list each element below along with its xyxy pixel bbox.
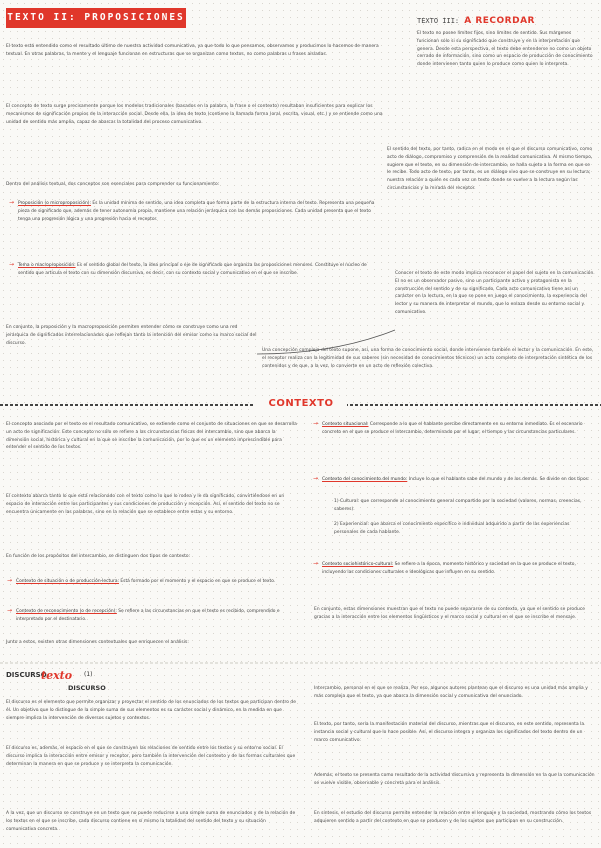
arrow-icon: → (313, 475, 319, 482)
situacional-text: Corresponde a lo que el hablante percibe directamente en su entorno inmediato. Es el escenario concreto en el que se produce el intercambio, determinado por el lugar, el tiempo y las circunstancias particulares. (322, 422, 583, 435)
contexto-paragraph-3: En función de los propósitos del intercambio, se distinguen dos tipos de contexto: (6, 554, 191, 559)
discurso-heading (6, 671, 126, 697)
discurso-paragraph-1: El discurso es el elemento que permite organizar y proyectar el sentido de los enunciados de los textos que participan dentro de él. Un objetivo que lo distingue de la simple suma de sus elementos es su carácter social y dinámico, en la medida en que siempre implica la intervención de diversos sujetos y contextos. (6, 700, 296, 721)
texto3-paragraph-4: Una concepción compleja del texto supone, así, una forma de conocimiento social, donde intervienen también el lector y la comunicación. En este, el receptor realiza con la legitimidad de sus saberes (sin necesidad de conocimientos técnicos) un acto completo de interpretación sintética de los contenidos y de que, a la vez, lo convierte en un acto de reflexión colectiva. (262, 348, 594, 369)
discurso-paragraph-2: El discurso es, además, el espacio en el que se construyen las relaciones de sentido entre los textos y su entorno social. El discurso implica la interacción entre emisor y receptor, pero también la intervención del contexto y de las formas culturales que determinan la manera en que se produce y se interpreta la comunicación. (6, 746, 296, 767)
contexto-sub-cultural: 1) Cultural: que corresponde al conocimiento general compartido por la sociedad (valores, normas, creencias, saberes). (334, 499, 582, 512)
texto2-paragraph-1: El texto está entendido como el resultado último de nuestra actividad comunicativa, ya que todo lo que pensamos, observamos y producimos lo hacemos de manera textual. En otras palabras, la mente y el lenguaje funcionan en estructuras que se organizan como textos, no como palabras u frases aisladas. (6, 44, 379, 57)
texto3-paragraph-3: Conocer el texto de este modo implica reconocer el papel del sujeto en la comunicación. El no es un observador pasivo, sino un participante activo y protagonista en la construcción del sentido y de su significado. Cada acto comunicativo tiene así un carácter en la lectura, en la que se pone en juego el conocimiento, la experiencia del lector y su manera de interpretar el mundo, que lo enlaza desde su entorno social y comunicativo. (395, 271, 595, 315)
arrow-icon: → (9, 199, 15, 206)
contexto-item-reconocimiento (7, 607, 298, 625)
discurso-divider (0, 660, 601, 666)
proposicion-text: Es la unidad mínima de sentido, una idea completa que forma parte de la estructura interna del texto. Representa una pequeña pieza de significado que, además de tener autonomía propia, mantiene una relación jerárquica con las demás proposiciones. Cada unidad presenta que el texto tenga una progresión lógica y una progresión hacia el receptor. (18, 201, 375, 222)
contexto-paragraph-2: El contexto abarca tanto lo que está relacionado con el texto como lo que lo rodea y le da significado, convirtiéndose en un espacio de interacción entre los participantes y sus condiciones de producción y recepción. Así, el sentido del texto no se encuentra únicamente en las palabras, sino en la relación que se establece entre estas y su entorno. (6, 494, 285, 515)
discurso-word-texto: texto (41, 669, 73, 682)
proposicion-title: Proposición (o microproposición): (18, 201, 92, 206)
texto2-title-banner (6, 8, 186, 28)
texto2-paragraph-2: El concepto de texto surge precisamente porque los modelos tradicionales (basados en la palabra, la frase o el contexto) resultaban insuficientes para explicar los mecanismos de significación propios de la interacción social. Desde ella, la idea de texto (contiene la llamada forma (oral, escrita, visual, etc.) y se entiende como una unidad de sentido más amplia, capaz de abarcar la totalidad del proceso comunicativo. (6, 104, 383, 125)
tema-text: Es el sentido global del texto, la idea principal o eje de significado que organiza las proposiciones menores. Constituye el núcleo de sentido que articula el texto con su dimensión discursiva, es decir, con su contexto social y comunicativo en el que se inscribe. (18, 263, 367, 276)
contexto-item-situacion (7, 577, 298, 595)
discurso-page-number: (1) (84, 671, 93, 678)
reconocimiento-title: Contexto de reconocimiento (o de recepción): (16, 609, 117, 614)
discurso-right-paragraph-2: El texto, por tanto, sería la manifestación material del discurso, mientras que el discurso, en este sentido, representa la instancia social y cultural que lo hace posible. Así, el discurso integra y organiza los significados del texto dentro de un marco comunicativo. (314, 722, 585, 743)
situacional-title: Contexto situacional: (322, 422, 369, 427)
texto3-label: TEXTO III: (417, 17, 460, 25)
discurso-right-paragraph-3: Además, el texto se presenta como resultado de la actividad discursiva y representa la dimensión en la que la comunicación se vuelve visible, observable y concreta para el análisis. (314, 773, 595, 786)
tema-title: Tema o macroproposición: (18, 263, 76, 268)
discurso-word-1: DISCURSO (6, 671, 47, 679)
conocimiento-text: Incluye lo que el hablante sabe del mundo y de los demás. Se divide en dos tipos: (407, 477, 590, 482)
arrow-icon: → (7, 577, 13, 584)
contexto-item-sociohistorico (313, 560, 594, 587)
contexto-title: CONTEXTO (255, 396, 347, 412)
discurso-paragraph-3: A la vez, que un discurso se construye en un texto que no puede reducirse a una simple suma de enunciados y de la relación de los textos en el que se inscribe, cada discurso contiene en sí mismo la totalidad del sentido del texto y su situación comunicativa concreta. (6, 811, 296, 832)
texto3-header (417, 8, 597, 26)
situacion-title: Contexto de situación o de producción-lectura: (16, 579, 119, 584)
reconocimiento-text: Se refiere a las circunstancias en que el texto es recibido, comprendido e interpretado por el destinatario. (16, 609, 280, 622)
texto2-title: TEXTO II: PROPOSICIONES (7, 12, 185, 23)
discurso-right-paragraph-4: En síntesis, el estudio del discurso permite entender la relación entre el lenguaje y la sociedad, mostrando cómo los textos adquieren sentido a partir del contexto en que se producen y de los sujetos que participan en su construcción. (314, 811, 592, 824)
texto3-title: A RECORDAR (464, 16, 535, 26)
sociohistorico-title: Contexto sociohistórico-cultural: (322, 562, 394, 567)
texto2-item-proposicion (9, 199, 380, 248)
texto2-paragraph-4: En conjunto, la proposición y la macroproposición permiten entender cómo se construye como una red jerárquica de significados interrelacionados que reflejan tanto la intención del emisor como su marco social del discurso. (6, 325, 257, 346)
contexto-paragraph-4: Junto a estos, existen otras dimensiones contextuales que enriquecen el análisis: (6, 640, 189, 645)
contexto-item-situacional (313, 420, 594, 447)
conocimiento-title: Contexto del conocimiento del mundo: (322, 477, 408, 482)
arrow-icon: → (7, 607, 13, 614)
contexto-paragraph-1: El concepto asociado por el texto es el resultado comunicativo, se extiende como el conjunto de situaciones en que se desarrolla un acto de significación. Este concepto no sólo se refiere a las circunstancias físicas del intercambio, sino que abarca la dimensión social, histórica y cultural en la que se inscribe la comunicación, por lo que es un elemento imprescindible para entender el sentido de los textos. (6, 422, 297, 451)
contexto-sub-experiencial: 2) Experiencial: que abarca el conocimiento específico e individual adquirido a partir de las experiencias personales de cada hablante. (334, 522, 570, 535)
contexto-right-paragraph: En conjunto, estas dimensiones muestran que el texto no puede separarse de su contexto, ya que el sentido se produce gracias a la interacción entre los elementos lingüísticos y el marco social y cultural en el que se inscribe el mensaje. (314, 607, 586, 620)
sociohistorico-text: Se refiere a la época, momento histórico y sociedad en la que se produce el texto, incluyendo las condiciones culturales e ideológicas que influyen en su sentido. (322, 562, 576, 575)
situacion-text: Está formado por el momento y el espacio en que se produce el texto. (119, 579, 276, 584)
texto2-item-tema (9, 261, 380, 310)
texto3-paragraph-2: El sentido del texto, por tanto, radica en el modo en el que el discurso comunicativo, como acto de diálogo, compromiso y comprensión de la realidad comunicativa. Al mismo tiempo, sugiere que el texto, en su dimensión de intercambio, se halla sujeto a la forma en que se le recibe. Todo acto de texto, por tanto, es un diálogo vivo que se construye en su lectura; nuestra relación a quién es cada vez un texto donde se vuelve a la lectura según las circunstancias y la mirada del receptor. (387, 147, 593, 191)
discurso-word-2: DISCURSO (68, 684, 106, 692)
contexto-item-conocimiento (313, 475, 594, 493)
texto2-paragraph-3: Dentro del análisis textual, dos conceptos son esenciales para comprender su funcionamiento: (6, 182, 220, 187)
arrow-icon: → (313, 420, 319, 427)
discurso-right-paragraph-1: Intercambio, personal en el que se realiza. Por eso, algunos autores plantean que el discurso es una unidad más amplia y más compleja que el texto, ya que abarca la dimensión social y comunicativa del enunciado. (314, 686, 588, 699)
texto3-paragraph-1: El texto no posee límites fijos, sino límites de sentido. Sus márgenes funcionan solo si su significado que construye y en la interpretación que genera. Desde esta perspectiva, el texto debe entenderse no como un objeto cerrado de información, sino como un espacio de producción de conocimiento donde intervienen tanto quien lo produce como quien lo interpreta. (417, 31, 593, 68)
arrow-icon: → (313, 560, 319, 567)
arrow-icon: → (9, 261, 15, 268)
